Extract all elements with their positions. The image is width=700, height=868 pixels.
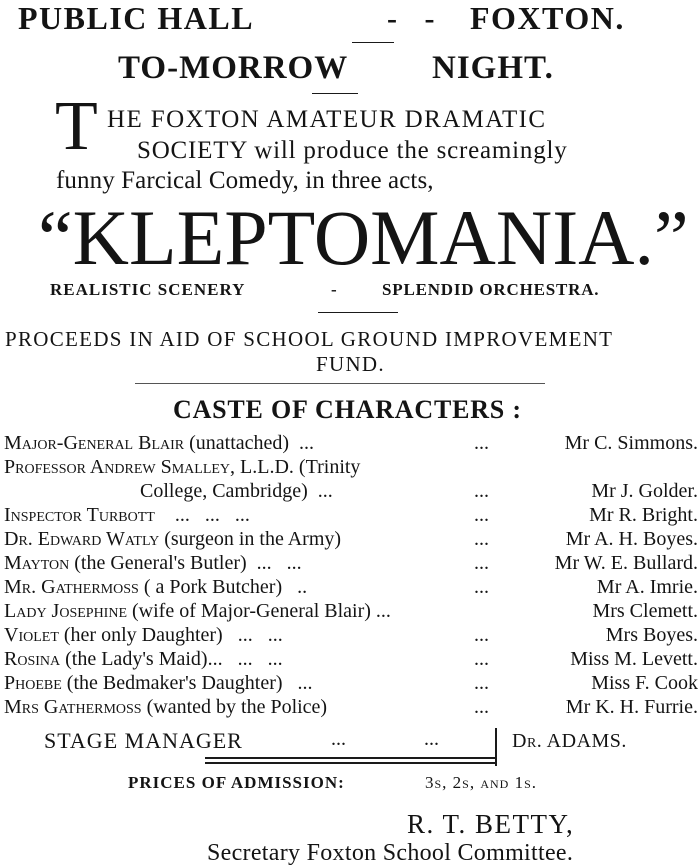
cast-leader-dots: ... — [474, 432, 489, 454]
cast-character-name: Rosina — [4, 648, 61, 670]
header-rule — [352, 42, 394, 43]
prices-rule-top — [205, 757, 495, 759]
stage-manager-dots: ... — [331, 728, 346, 750]
cast-character-detail: (wanted by the Police) — [141, 696, 328, 718]
cast-role — [4, 575, 307, 599]
cast-leader-dots: ... — [474, 552, 489, 574]
cast-character-name: Mr. Gathermoss — [4, 576, 139, 598]
cast-character-name: Professor Andrew Smalley, — [4, 456, 236, 478]
intro-line-2: SOCIETY will produce the screamingly — [137, 137, 568, 164]
intro-line-3: funny Farcical Comedy, in three acts, — [56, 167, 434, 194]
proceeds-line-2: FUND. — [316, 352, 385, 376]
cast-character-detail: L.L.D. (Trinity — [235, 456, 361, 478]
stage-manager-dots-2: ... — [424, 728, 439, 750]
cast-character-detail: (unattached) ... — [184, 432, 315, 454]
cast-actor: Mr C. Simmons. — [564, 432, 698, 454]
cast-character-name: Violet — [4, 624, 59, 646]
cast-leader-dots: ... — [474, 528, 489, 550]
cast-role — [4, 623, 283, 647]
cast-actor: Mr R. Bright. — [589, 504, 698, 526]
cast-leader-dots: ... — [474, 672, 489, 694]
feature-scenery: REALISTIC SCENERY — [50, 280, 246, 299]
cast-character-detail: (the General's Butler) ... ... — [69, 552, 302, 574]
cast-role — [4, 551, 302, 575]
stage-manager-divider — [495, 728, 497, 766]
cast-character-name: Dr. Edward Watly — [4, 528, 160, 550]
cast-character-detail: (the Bedmaker's Daughter) ... — [61, 672, 313, 694]
intro-line-1: HE FOXTON AMATEUR DRAMATIC — [107, 106, 547, 133]
dropcap-letter: T — [55, 88, 98, 165]
cast-role — [4, 671, 313, 695]
cast-leader-dots: ... — [474, 624, 489, 646]
signatory-name: R. T. BETTY, — [407, 809, 575, 839]
section-rule-2 — [135, 383, 545, 384]
cast-character-detail: (her only Daughter) ... ... — [58, 624, 283, 646]
cast-character-name: Phoebe — [4, 672, 62, 694]
cast-actor: Mr J. Golder. — [591, 480, 698, 502]
cast-role — [4, 647, 283, 671]
cast-leader-dots: ... — [474, 480, 489, 502]
venue-separator: - - — [387, 2, 445, 35]
cast-heading: CASTE OF CHARACTERS : — [173, 395, 522, 424]
cast-character-detail: (wife of Major-General Blair) ... — [127, 600, 391, 622]
header-rule-2 — [312, 93, 358, 94]
cast-role — [4, 527, 341, 551]
cast-leader-dots: ... — [474, 504, 489, 526]
venue-name: PUBLIC HALL — [18, 0, 255, 36]
prices-label: PRICES OF ADMISSION: — [128, 773, 345, 792]
cast-role — [4, 455, 360, 479]
cast-actor: Miss F. Cook — [591, 672, 698, 694]
proceeds-line-1: PROCEEDS IN AID OF SCHOOL GROUND IMPROVEMENT — [5, 327, 614, 351]
cast-actor: Miss M. Levett. — [570, 648, 698, 670]
cast-leader-dots: ... — [474, 648, 489, 670]
cast-leader-dots: ... — [474, 576, 489, 598]
cast-actor: Mr W. E. Bullard. — [554, 552, 698, 574]
cast-actor: Mrs Boyes. — [605, 624, 698, 646]
cast-role — [4, 503, 250, 527]
cast-character-detail: ( a Pork Butcher) .. — [138, 576, 308, 598]
cast-role — [4, 599, 391, 623]
play-title: “KLEPTOMANIA.” — [38, 194, 689, 281]
cast-leader-dots: ... — [474, 696, 489, 718]
cast-character-detail: ... ... ... — [154, 504, 250, 526]
cast-actor: Mr A. Imrie. — [596, 576, 698, 598]
section-rule-1 — [318, 312, 398, 313]
stage-manager-label: STAGE MANAGER — [44, 728, 243, 753]
cast-character-name: Inspector Turbott — [4, 504, 155, 526]
night-label: NIGHT. — [432, 50, 554, 86]
cast-character-name: Mayton — [4, 552, 70, 574]
cast-actor: Mr K. H. Furrie. — [565, 696, 698, 718]
cast-role — [140, 479, 333, 503]
cast-character-name: Major-General Blair — [4, 432, 185, 454]
cast-character-name: Lady Josephine — [4, 600, 127, 622]
when-label: TO-MORROW — [118, 50, 349, 86]
feature-orchestra: SPLENDID ORCHESTRA. — [382, 280, 600, 299]
town-name: FOXTON. — [470, 0, 625, 36]
cast-character-name: Mrs Gathermoss — [4, 696, 142, 718]
cast-role — [4, 695, 327, 719]
cast-character-detail: (the Lady's Maid)... ... ... — [60, 648, 283, 670]
prices-value: 3s, 2s, and 1s. — [425, 773, 538, 792]
cast-character-detail: College, Cambridge) ... — [140, 480, 333, 502]
cast-role — [4, 431, 314, 455]
feature-separator: - — [331, 280, 337, 299]
prices-rule-bottom — [205, 762, 495, 764]
cast-actor: Mr A. H. Boyes. — [565, 528, 698, 550]
cast-actor: Mrs Clemett. — [592, 600, 698, 622]
stage-manager-name: Dr. ADAMS. — [512, 730, 627, 752]
signatory-title: Secretary Foxton School Committee. — [207, 840, 574, 866]
cast-character-detail: (surgeon in the Army) — [159, 528, 342, 550]
